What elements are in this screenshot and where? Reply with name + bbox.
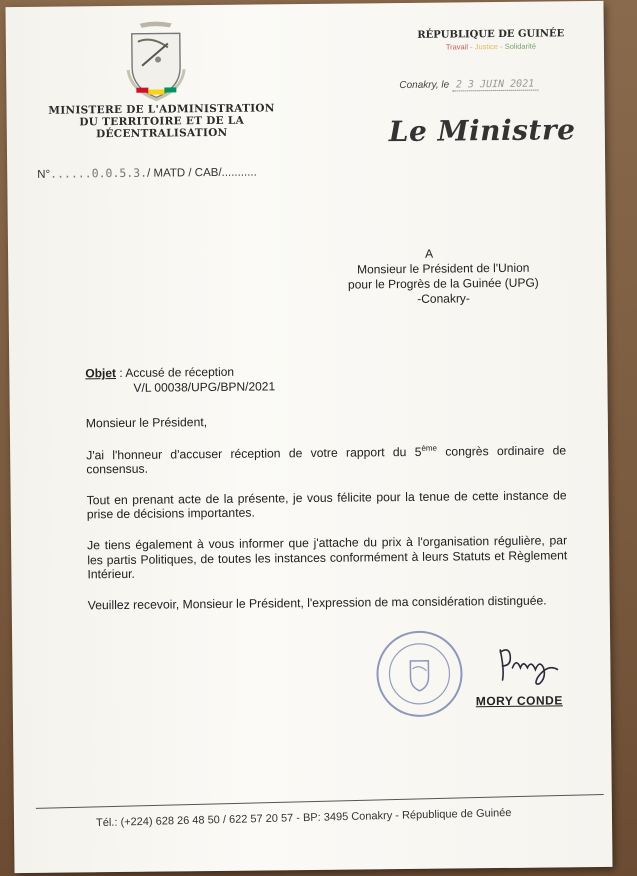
subject-line-1: Accusé de réception xyxy=(125,364,235,380)
motto-sep-1: - xyxy=(468,42,475,52)
letter-body xyxy=(86,411,568,628)
recipient-address xyxy=(328,260,558,307)
subject-block xyxy=(85,364,275,395)
date-stamp: 2 3 JUIN 2021 xyxy=(452,79,538,92)
footer-contact: Tél.: (+224) 628 26 48 50 / 622 57 20 57 - BP: 3495 Conakry - République de Guinée xyxy=(95,807,512,830)
paragraph-1-start: J'ai l'honneur d'accuser réception de votre rapport du 5 xyxy=(86,444,422,462)
paragraph-1 xyxy=(86,440,566,477)
subject-label: Objet xyxy=(85,366,117,381)
footer-divider xyxy=(36,794,604,809)
paragraph-1-end: congrès ordinaire de consensus. xyxy=(86,442,567,477)
paragraph-2: Tout en prenant acte de la présente, je vous félicite pour la tenue de cette instance de prise de décisions importantes. xyxy=(86,488,567,522)
recipient-line-2: pour le Progrès de la Guinée (UPG) xyxy=(347,275,539,292)
ministry-line-1: MINISTERE DE L'ADMINISTRATION xyxy=(48,102,275,117)
ministry-line-3: DÉCENTRALISATION xyxy=(96,126,228,141)
paragraph-1-superscript: ème xyxy=(421,443,438,453)
paragraph-3: Je tiens également à vous informer que j'attache du prix à l'organisation régulière, par les partis Politiques, de toutes les instances conformément à leurs Statuts et Règlement Intérieur. xyxy=(87,533,568,582)
official-stamp-seal xyxy=(374,628,465,719)
paragraph-4: Veuillez recevoir, Monsieur le Président, l'expression de ma considération distinguée. xyxy=(87,593,547,613)
reference-value: ......0.0.5.3. xyxy=(50,165,148,181)
recipient-to: A xyxy=(425,246,434,261)
subject-colon: : xyxy=(115,365,126,381)
subject-line-2: V/L 00038/UPG/BPN/2021 xyxy=(133,378,276,395)
signatory-name: MORY CONDE xyxy=(475,693,563,709)
motto-work: Travail xyxy=(445,42,469,52)
recipient-line-3: -Conakry- xyxy=(417,291,470,306)
recipient-line-1: Monsieur le Président de l'Union xyxy=(356,260,530,277)
letter-page xyxy=(5,1,612,873)
place-date xyxy=(399,79,538,91)
ministry-name xyxy=(37,102,287,141)
handwritten-signature xyxy=(494,641,564,687)
reference-suffix: / MATD / CAB/........... xyxy=(147,166,257,180)
republic-heading: RÉPUBLIQUE DE GUINÉE xyxy=(417,28,565,41)
place-label: Conakry, le xyxy=(399,79,450,92)
reference-prefix: N° xyxy=(37,168,51,181)
salutation: Monsieur le Président, xyxy=(85,415,208,431)
national-motto xyxy=(406,41,576,52)
reference-number xyxy=(37,165,257,181)
minister-title: Le Ministre xyxy=(388,113,576,149)
motto-sep-2: - xyxy=(498,41,505,51)
ministry-line-2: DU TERRITOIRE ET DE LA xyxy=(79,114,245,129)
motto-justice: Justice xyxy=(474,41,499,52)
motto-solidarity: Solidarité xyxy=(504,41,537,51)
coat-of-arms-emblem xyxy=(118,19,195,104)
